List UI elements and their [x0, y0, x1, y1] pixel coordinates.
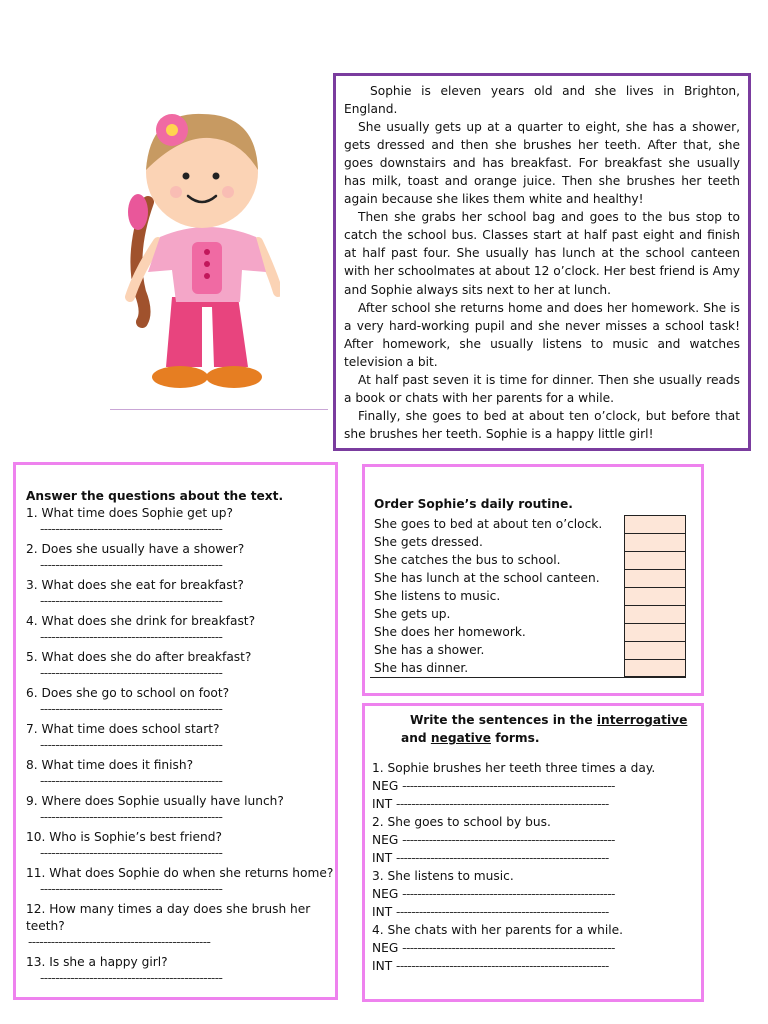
question-item: 6. Does she go to school on foot?	[26, 686, 230, 700]
interrogative-answer-line[interactable]	[372, 849, 701, 867]
order-number-cell[interactable]	[624, 551, 686, 569]
routine-item-text: She gets up.	[374, 607, 451, 621]
story-paragraph: After school she returns home and does her homework. She is a very hard-working pupil and she never misses a school task! After homework, she usually listens to music and watches television a bit.	[344, 300, 740, 369]
routine-item	[374, 551, 686, 569]
form-dash-line: --------------------------------------------------------	[402, 941, 615, 955]
forms-heading-and: and	[401, 731, 427, 745]
questions-heading: Answer the questions about the text.	[26, 489, 284, 503]
question-item: 8. What time does it finish?	[26, 758, 194, 772]
routine-item	[374, 587, 686, 605]
negative-answer-line[interactable]	[372, 831, 701, 849]
answer-line[interactable]: ------------------------------------------------	[40, 666, 223, 680]
forms-heading-line2	[372, 729, 701, 747]
forms-box	[362, 703, 704, 1002]
answer-line[interactable]: ------------------------------------------------	[40, 594, 223, 608]
question-item: 13. Is she a happy girl?	[26, 955, 168, 969]
question-item: 1. What time does Sophie get up?	[26, 506, 233, 520]
forms-sentence: 1. Sophie brushes her teeth three times a day.	[372, 761, 656, 775]
answer-line[interactable]: ------------------------------------------------	[28, 935, 211, 949]
story-paragraph: Then she grabs her school bag and goes to the bus stop to catch the school bus. Classes start at half past eight and finish at half past four. She usually has lunch at the school canteen with her schoolmates at about 12 o’clock. Her best friend is Amy and Sophie always sits next to her at lunch.	[344, 210, 741, 297]
forms-heading-suffix: forms.	[495, 731, 540, 745]
routine-item	[374, 623, 686, 641]
form-label: NEG	[372, 833, 399, 847]
question-item: 11. What does Sophie do when she returns home?	[26, 866, 334, 880]
form-dash-line: --------------------------------------------------------	[396, 905, 609, 919]
routine-item-text: She has a shower.	[374, 643, 485, 657]
questions-list	[26, 505, 335, 990]
story-paragraph: Sophie is eleven years old and she lives in Brighton, England.	[344, 84, 740, 117]
order-number-cell[interactable]	[624, 605, 686, 623]
form-dash-line: --------------------------------------------------------	[396, 851, 609, 865]
routine-item-text: She gets dressed.	[374, 535, 483, 549]
interrogative-answer-line[interactable]	[372, 957, 701, 975]
routine-item-text: She goes to bed at about ten o’clock.	[374, 517, 603, 531]
form-label: NEG	[372, 779, 399, 793]
interrogative-answer-line[interactable]	[372, 903, 701, 921]
answer-line[interactable]: ------------------------------------------------	[40, 522, 223, 536]
question-item: 7. What time does school start?	[26, 722, 220, 736]
interrogative-answer-line[interactable]	[372, 795, 701, 813]
form-dash-line: --------------------------------------------------------	[402, 833, 615, 847]
order-number-cell[interactable]	[624, 623, 686, 641]
story-paragraph: At half past seven it is time for dinner. Then she usually reads a book or chats with her parents for a while.	[344, 372, 740, 405]
answer-line[interactable]: ------------------------------------------------	[40, 846, 223, 860]
questions-box	[13, 462, 338, 1000]
story-paragraph: She usually gets up at a quarter to eight, she has a shower, gets dressed and then she brushes her teeth. After that, she goes downstairs and has breakfast. For breakfast she usually has milk, toast and orange juice. Then she brushes her teeth again because she likes them white and healthy!	[344, 120, 740, 207]
form-label: INT	[372, 851, 393, 865]
answer-line[interactable]: ------------------------------------------------	[40, 774, 223, 788]
question-item: 4. What does she drink for breakfast?	[26, 614, 256, 628]
form-dash-line: --------------------------------------------------------	[396, 797, 609, 811]
routine-list	[374, 515, 686, 677]
negative-answer-line[interactable]	[372, 777, 701, 795]
routine-underline	[370, 677, 686, 678]
forms-heading-negative: negative	[430, 731, 491, 745]
routine-item-text: She does her homework.	[374, 625, 526, 639]
form-label: INT	[372, 905, 393, 919]
answer-line[interactable]: ------------------------------------------------	[40, 702, 223, 716]
order-number-cell[interactable]	[624, 569, 686, 587]
divider-line	[110, 409, 328, 410]
order-number-cell[interactable]	[624, 515, 686, 533]
answer-line[interactable]: ------------------------------------------------	[40, 630, 223, 644]
forms-heading-interrogative: interrogative	[596, 713, 688, 727]
routine-box	[362, 464, 704, 696]
form-label: INT	[372, 959, 393, 973]
question-item: 10. Who is Sophie’s best friend?	[26, 830, 222, 844]
routine-item	[374, 569, 686, 587]
form-label: NEG	[372, 941, 399, 955]
order-number-cell[interactable]	[624, 587, 686, 605]
negative-answer-line[interactable]	[372, 939, 701, 957]
answer-line[interactable]: ------------------------------------------------	[40, 971, 223, 985]
question-item: 9. Where does Sophie usually have lunch?	[26, 794, 284, 808]
forms-sentence: 2. She goes to school by bus.	[372, 815, 551, 829]
answer-line[interactable]: ------------------------------------------------	[40, 882, 223, 896]
forms-list	[372, 759, 701, 975]
question-item: 2. Does she usually have a shower?	[26, 542, 245, 556]
order-number-cell[interactable]	[624, 659, 686, 677]
story-paragraph: Finally, she goes to bed at about ten o’clock, but before that she brushes her teeth. Sophie is a happy little girl!	[344, 408, 740, 441]
form-label: INT	[372, 797, 393, 811]
question-item: 5. What does she do after breakfast?	[26, 650, 252, 664]
answer-line[interactable]: ------------------------------------------------	[40, 558, 223, 572]
question-item: 3. What does she eat for breakfast?	[26, 578, 244, 592]
order-number-cell[interactable]	[624, 533, 686, 551]
routine-item	[374, 641, 686, 659]
answer-line[interactable]: ------------------------------------------------	[40, 738, 223, 752]
routine-item-text: She catches the bus to school.	[374, 553, 561, 567]
form-dash-line: --------------------------------------------------------	[402, 779, 615, 793]
routine-item-text: She listens to music.	[374, 589, 501, 603]
form-label: NEG	[372, 887, 399, 901]
routine-item-text: She has dinner.	[374, 661, 469, 675]
girl-illustration	[110, 92, 280, 397]
routine-item-text: She has lunch at the school canteen.	[374, 571, 600, 585]
forms-sentence: 3. She listens to music.	[372, 869, 514, 883]
form-dash-line: --------------------------------------------------------	[402, 887, 615, 901]
forms-heading-prefix: Write the sentences in the	[410, 713, 593, 727]
routine-item	[374, 605, 686, 623]
routine-heading: Order Sophie’s daily routine.	[374, 497, 573, 511]
forms-sentence: 4. She chats with her parents for a while.	[372, 923, 624, 937]
story-text-box	[333, 73, 751, 451]
negative-answer-line[interactable]	[372, 885, 701, 903]
form-dash-line: --------------------------------------------------------	[396, 959, 609, 973]
routine-item	[374, 533, 686, 551]
routine-item	[374, 515, 686, 533]
forms-heading	[372, 711, 701, 729]
question-item: 12. How many times a day does she brush her teeth?	[26, 902, 311, 933]
order-number-cell[interactable]	[624, 641, 686, 659]
routine-item	[374, 659, 686, 677]
answer-line[interactable]: ------------------------------------------------	[40, 810, 223, 824]
